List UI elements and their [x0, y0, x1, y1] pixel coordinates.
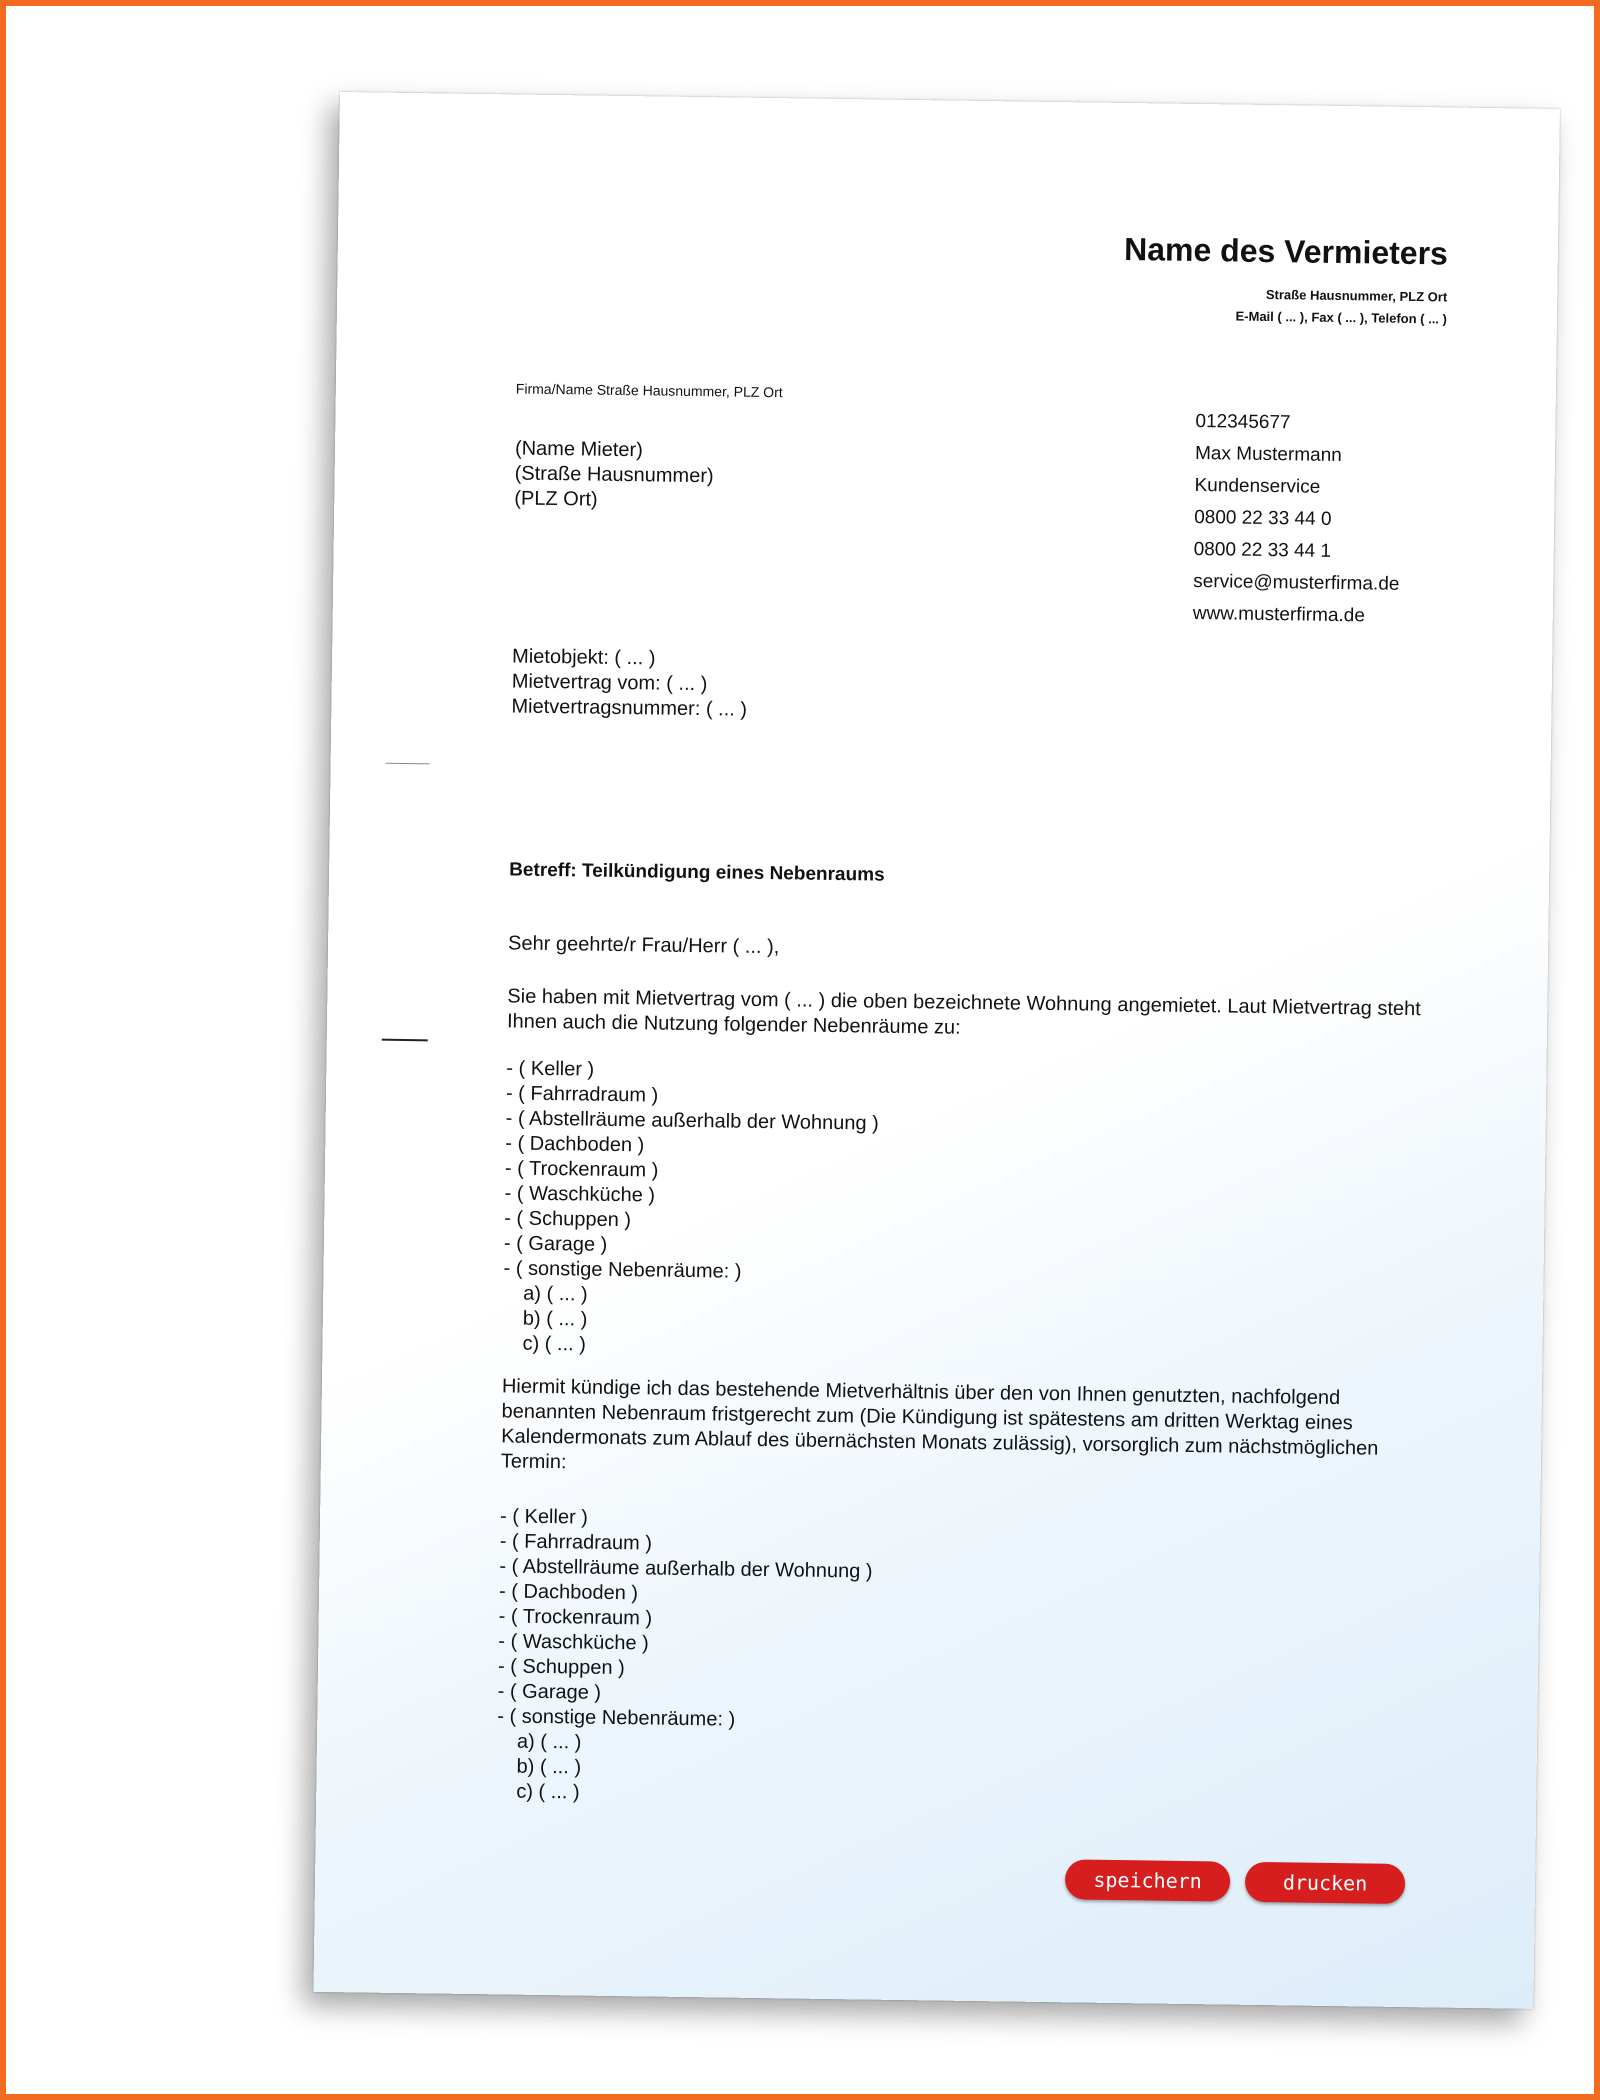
- list-item: - ( Keller ): [506, 1057, 595, 1081]
- list-subitem: b) ( ... ): [522, 1307, 588, 1331]
- list-item: - ( Abstellräume außerhalb der Wohnung ): [499, 1555, 873, 1583]
- landlord-name: Name des Vermieters: [1123, 230, 1449, 272]
- paragraph-termination: Hiermit kündige ich das bestehende Mietverhältnis über den von Ihnen genutzten, nachfolgend benannten Nebenraum fristgerecht zum (Die Kündigung ist spätestens am dritten Werktag eines Kalendermonats zum Ablauf des übernächsten Monats zulässig), vorsorglich zum nächstmöglichen Termin:: [500, 1375, 1379, 1474]
- list-item: - ( Trockenraum ): [498, 1605, 653, 1630]
- list-subitem: c) ( ... ): [516, 1780, 580, 1804]
- info-line: www.musterfirma.de: [1192, 602, 1366, 627]
- list-subitem: a) ( ... ): [523, 1282, 588, 1306]
- room-list-2: [496, 1504, 873, 1809]
- list-item: - ( Schuppen ): [504, 1207, 632, 1232]
- info-line: 0800 22 33 44 1: [1193, 538, 1332, 562]
- list-item: - ( Garage ): [503, 1232, 608, 1256]
- info-block: [1193, 406, 1402, 633]
- salutation: Sehr geehrte/r Frau/Herr ( ... ),: [507, 932, 780, 959]
- sender-line: Firma/Name Straße Hausnummer, PLZ Ort: [515, 380, 783, 401]
- list-item: - ( Waschküche ): [498, 1630, 649, 1655]
- recipient-line: (Name Mieter): [514, 437, 643, 462]
- list-item: - ( sonstige Nebenräume: ): [497, 1705, 736, 1731]
- recipient-address: [514, 436, 714, 514]
- subject-line: Betreff: Teilkündigung eines Nebenraums: [509, 859, 885, 886]
- list-item: - ( Dachboden ): [505, 1132, 645, 1157]
- contract-references: [511, 644, 748, 722]
- list-item: - ( Keller ): [499, 1505, 589, 1529]
- paragraph-intro: Sie haben mit Mietvertrag vom ( ... ) die oben bezeichnete Wohnung angemietet. Laut Mietvertrag steht Ihnen auch die Nutzung folgender Nebenräume zu:: [506, 985, 1421, 1039]
- landlord-address: Straße Hausnummer, PLZ Ort: [1265, 286, 1448, 305]
- fold-mark: [386, 763, 430, 765]
- recipient-line: (Straße Hausnummer): [514, 462, 714, 488]
- list-subitem: a) ( ... ): [516, 1730, 582, 1754]
- reference-line: Mietvertragsnummer: ( ... ): [511, 695, 748, 721]
- info-line: 012345677: [1195, 410, 1291, 434]
- print-button[interactable]: drucken: [1245, 1862, 1406, 1904]
- list-item: - ( Dachboden ): [498, 1580, 639, 1605]
- list-item: - ( Schuppen ): [497, 1655, 625, 1680]
- list-subitem: b) ( ... ): [516, 1755, 582, 1779]
- list-item: - ( Fahrradraum ): [499, 1530, 653, 1555]
- recipient-line: (PLZ Ort): [514, 487, 598, 511]
- list-item: - ( Trockenraum ): [504, 1157, 659, 1182]
- list-item: - ( Garage ): [497, 1680, 602, 1704]
- list-subitem: c) ( ... ): [522, 1332, 587, 1356]
- room-list-1: [502, 1056, 879, 1361]
- landlord-contact: E-Mail ( ... ), Fax ( ... ), Telefon ( ... ): [1235, 308, 1448, 327]
- info-line: service@musterfirma.de: [1193, 570, 1400, 595]
- list-item: - ( Waschküche ): [504, 1182, 656, 1207]
- letter-sheet: [313, 92, 1559, 2009]
- reference-line: Mietvertrag vom: ( ... ): [511, 670, 708, 696]
- info-line: Max Mustermann: [1194, 442, 1342, 467]
- info-line: Kundenservice: [1194, 474, 1321, 498]
- save-button[interactable]: speichern: [1065, 1859, 1231, 1901]
- list-item: - ( Abstellräume außerhalb der Wohnung ): [505, 1107, 879, 1135]
- list-item: - ( sonstige Nebenräume: ): [503, 1257, 742, 1283]
- info-line: 0800 22 33 44 0: [1193, 506, 1332, 530]
- reference-line: Mietobjekt: ( ... ): [511, 645, 656, 670]
- list-item: - ( Fahrradraum ): [505, 1082, 659, 1107]
- hole-mark: [382, 1039, 428, 1042]
